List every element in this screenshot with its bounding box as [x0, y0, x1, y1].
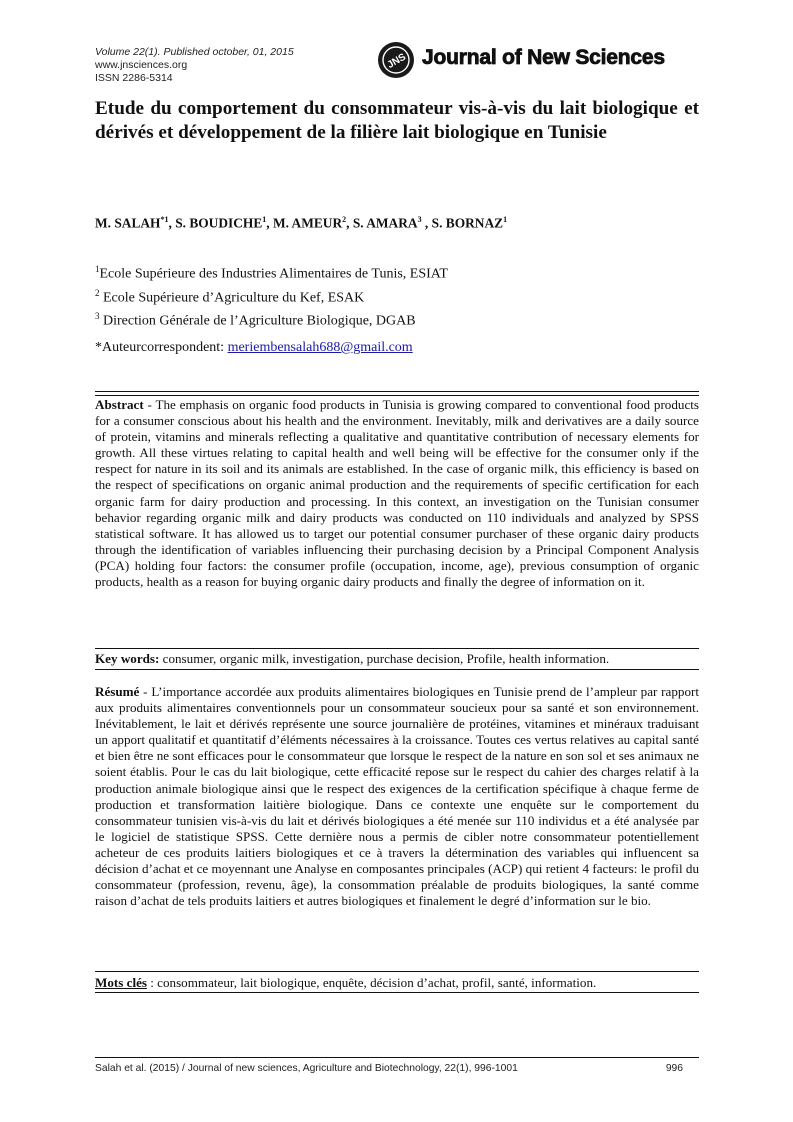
paper-title: Etude du comportement du consommateur vis-à-vis du lait biologique et dérivés et développement de la filière lait biologique en Tunisie [95, 98, 699, 143]
affiliation-item [95, 284, 448, 308]
logo-text: Journal of New Sciences [422, 46, 665, 69]
page-number: 996 [665, 1063, 683, 1074]
volume-line: Volume 22(1). Published october, 01, 2015 [95, 46, 294, 58]
corresponding-label: *Auteurcorrespondent: [95, 340, 228, 355]
keywords-label: Key words: [95, 651, 160, 666]
mots-cles-line [95, 975, 699, 991]
page-footer [95, 1063, 699, 1074]
journal-logo [376, 40, 702, 80]
divider [95, 669, 699, 670]
author-name: M. SALAH [95, 215, 161, 231]
affiliation-text: Ecole Supérieure des Industries Alimentaires de Tunis, ESIAT [99, 266, 448, 282]
divider [95, 992, 699, 993]
abstract-label: Abstract [95, 397, 144, 412]
corresponding-email-link[interactable]: meriembensalah688@gmail.com [227, 340, 413, 355]
author-name: S. BOUDICHE [175, 215, 263, 231]
divider [95, 648, 699, 649]
corresponding-author [95, 340, 413, 356]
issn: ISSN 2286-5314 [95, 72, 173, 85]
author-separator: , [421, 215, 432, 231]
affiliation-item [95, 307, 448, 331]
author-name: S. AMARA [352, 215, 418, 231]
author-separator: , [346, 215, 353, 231]
resume-text: - L’importance accordée aux produits alimentaires biologiques en Tunisie prend de l’ampleur par rapport aux produits alimentaires conventionnels pour un consommateur soucieux pour sa santé et son environnement. Inévitablement, le lait et dérivés représente une source journalière de protéines, vitamines et minéraux traduisant un apport qualitatif et quantitatif d’éléments nécessaires à la croissance. Toutes ces vertus relatives au capital santé et bien être ne sont efficaces pour le consommateur que lorsque le respect de la nature en son sol et ses animaux ne soient établis. Pour le cas du lait biologique, cette efficacité repose sur le respect du cahier des charges relatif à la production animale biologique ainsi que le respect des exigences de la certification spécifique à chaque ferme de production et transformation laitière biologique. Dans ce contexte une enquête sur le comportement du consommateur tunisien vis-à-vis du lait et dérivés biologiques a été menée sur 110 individus et a été analysée par le logiciel de statistique SPSS. Cette dernière nous a permis de cibler notre consommateur potentiellement acheteur de ces produits laitiers biologiques et ce à travers la détermination des variables qui influencent sa décision d’achat et ce moyennant une Analyse en composantes principales (ACP) qui retient 4 facteurs: le profil du consommateur (profession, revenu, âge), la consommation préalable de produits biologiques, la santé comme raison d’achat de tels produits laitiers et autres biologiques et finalement le degré d’information sur le bio. [95, 684, 699, 909]
author-affiliation-mark: 1 [503, 215, 508, 224]
divider [95, 391, 699, 392]
author-affiliation-mark: *1 [160, 215, 169, 224]
logo-badge-text: JNS [385, 51, 408, 71]
resume-paragraph [95, 684, 699, 909]
abstract-paragraph [95, 397, 699, 590]
mots-cles-label: Mots clés [95, 975, 147, 990]
keywords-line [95, 651, 699, 667]
author-affiliation-mark: 3 [417, 215, 422, 224]
affiliation-number: 1 [95, 264, 100, 274]
affiliation-item [95, 260, 448, 284]
affiliation-text: Ecole Supérieure d’Agriculture du Kef, ESAK [99, 290, 365, 306]
abstract-text: - The emphasis on organic food products in Tunisia is growing compared to conventional food products for a consumer conscious about his health and the environment. Inevitably, milk and derivatives are a daily source of protein, vitamins and minerals reflecting a qualitative and quantitative contribution of necessary elements for growth. All these virtues relating to capital health and well being will be effective for the consumer only if the respect for nature in its soil and its animals are established. In the case of organic milk, this efficiency is based on the respect of specifications on organic animal production and the requirements of specific certification for each organic farm for dairy production and processing. In this context, an investigation on the Tunisian consumer behavior regarding organic milk and dairy products was conducted on 110 individuals and analyzed by SPSS statistical software. It has allowed us to target our potential consumer purchaser of these organic dairy products through the identification of variables influencing their purchasing decision by a Principal Component Analysis (PCA) holding four factors: the consumer profile (occupation, income, age), previous consumption of organic products, health as a reason for buying organic dairy products and finally the degree of information on it. [95, 397, 699, 590]
author-affiliation-mark: 1 [262, 215, 267, 224]
footer-citation: Salah et al. (2015) / Journal of new sciences, Agriculture and Biotechnology, 22(1), 996-1001 [95, 1063, 518, 1074]
affiliation-number: 3 [95, 311, 100, 322]
keywords-text: consumer, organic milk, investigation, purchase decision, Profile, health information. [159, 651, 610, 666]
author-affiliation-mark: 2 [342, 215, 347, 224]
author-separator: , [168, 215, 176, 231]
mots-cles-text: : consommateur, lait biologique, enquête, décision d’achat, profil, santé, information. [147, 975, 597, 990]
logo-badge-icon [376, 40, 420, 80]
website-link[interactable]: www.jnsciences.org [95, 59, 188, 72]
journal-header-info [95, 46, 294, 86]
affiliation-list [95, 260, 448, 331]
author-list [95, 215, 507, 231]
affiliation-number: 2 [95, 287, 100, 298]
affiliation-text: Direction Générale de l’Agriculture Biologique, DGAB [99, 313, 416, 329]
author-separator: , [266, 215, 273, 231]
divider [95, 395, 699, 396]
footer-divider [95, 1057, 699, 1058]
divider [95, 971, 699, 972]
author-name: M. AMEUR [272, 215, 343, 231]
author-name: S. BORNAZ [431, 215, 504, 231]
resume-label: Résumé [95, 684, 140, 699]
